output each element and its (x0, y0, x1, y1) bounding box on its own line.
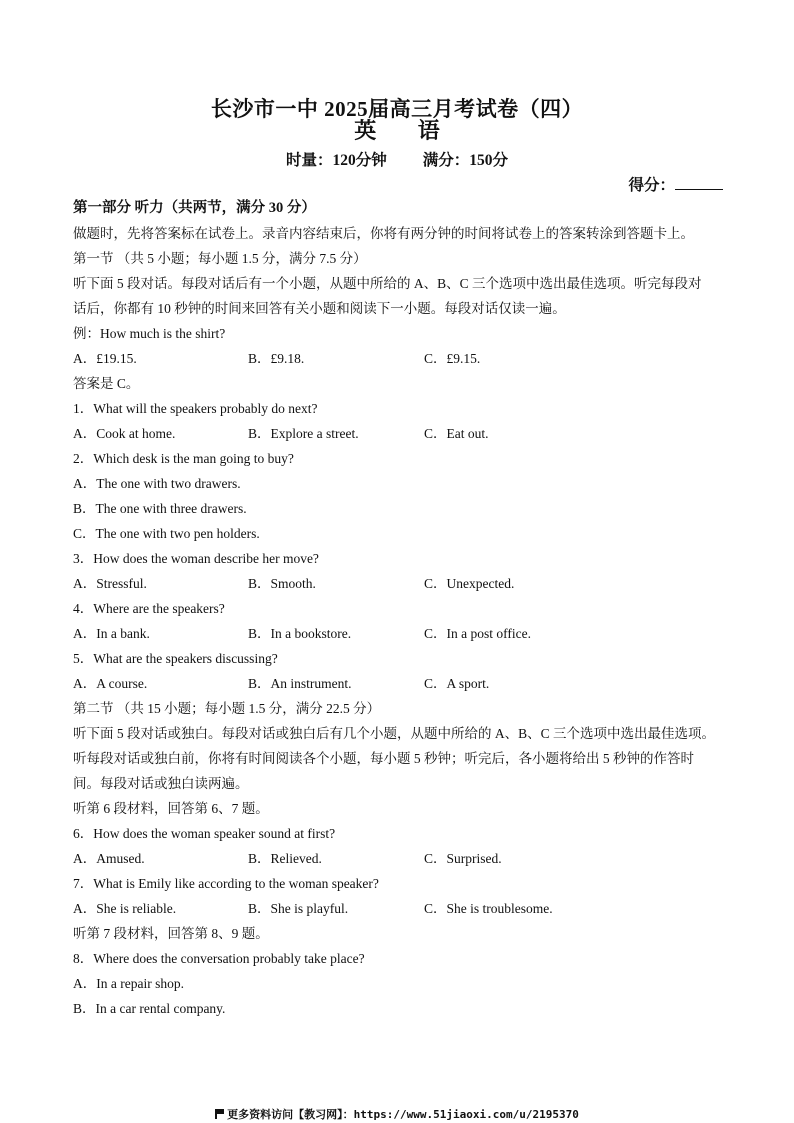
options-row (73, 571, 733, 596)
option-a: A．£19.15. (73, 351, 137, 366)
options-row (73, 346, 733, 371)
text-line: 听每段对话或独白前，你将有时间阅读各个小题，每小题 5 秒钟；听完后，各小题将给出 5 秒钟的作答时 (73, 751, 694, 766)
option-a: A．Stressful. (73, 576, 147, 591)
option-a: A．Cook at home. (73, 426, 176, 441)
text-line: 听第 7 段材料，回答第 8、9 题。 (73, 926, 269, 941)
subject-title: 英 语 (354, 118, 458, 143)
text-line: 答案是 C。 (73, 376, 140, 391)
option-b: B．She is playful. (248, 901, 349, 916)
text-line: 6．How does the woman speaker sound at first? (73, 826, 336, 841)
option-b: B．Smooth. (248, 576, 316, 591)
text-line: 第一节 （共 5 小题；每小题 1.5 分，满分 7.5 分） (73, 251, 367, 266)
option-b: B．An instrument. (248, 676, 352, 691)
text-line: 2．Which desk is the man going to buy? (73, 451, 294, 466)
option-c: C．In a post office. (424, 626, 531, 641)
option-a: A．A course. (73, 676, 148, 691)
score-blank[interactable] (675, 175, 723, 190)
options-row (73, 421, 733, 446)
flag-icon (215, 1109, 224, 1119)
time-limit: 时量：120分钟 (285, 152, 387, 169)
option-c: C．She is troublesome. (424, 901, 553, 916)
page-title: 长沙市一中 2025届高三月考试卷（四） (210, 97, 584, 121)
full-score: 满分：150分 (422, 152, 509, 169)
text-line: 第二节 （共 15 小题；每小题 1.5 分，满分 22.5 分） (73, 701, 381, 716)
option-b: B．In a bookstore. (248, 626, 352, 641)
text-line: 间。每段对话或独白读两遍。 (73, 776, 249, 791)
text-line: A．In a repair shop. (73, 976, 184, 991)
text-line: 听下面 5 段对话或独白。每段对话或独白后有几个小题，从题中所给的 A、B、C 三个选项中选出最佳选项。 (73, 726, 716, 741)
option-b: B．£9.18. (248, 351, 305, 366)
option-c: C．Unexpected. (424, 576, 515, 591)
option-a: A．Amused. (73, 851, 145, 866)
text-line: 话后，你都有 10 秒钟的时间来回答有关小题和阅读下一小题。每段对话仅读一遍。 (73, 301, 566, 316)
text-line: 5．What are the speakers discussing? (73, 651, 278, 666)
text-line: C．The one with two pen holders. (73, 526, 260, 541)
text-line: 4．Where are the speakers? (73, 601, 225, 616)
option-a: A．In a bank. (73, 626, 150, 641)
option-b: B．Explore a street. (248, 426, 359, 441)
exam-info (0, 148, 794, 170)
text-line: 听第 6 段材料，回答第 6、7 题。 (73, 801, 269, 816)
options-row (73, 846, 733, 871)
text-line: 3．How does the woman describe her move? (73, 551, 319, 566)
options-row (73, 671, 733, 696)
option-c: C．Surprised. (424, 851, 502, 866)
footer-link[interactable]: 更多资料访问【教习网】：https://www.51jiaoxi.com/u/2195370 (227, 1108, 579, 1121)
score-field (628, 173, 723, 195)
text-line: 做题时，先将答案标在试卷上。录音内容结束后，你将有两分钟的时间将试卷上的答案转涂到答题卡上。 (73, 226, 694, 241)
footer (0, 1106, 794, 1122)
text-line: 7．What is Emily like according to the woman speaker? (73, 876, 379, 891)
text-line: A．The one with two drawers. (73, 476, 241, 491)
text-line: B．The one with three drawers. (73, 501, 247, 516)
text-line: 例：How much is the shirt? (73, 326, 226, 341)
text-line: 1．What will the speakers probably do next? (73, 401, 318, 416)
option-c: C．A sport. (424, 676, 490, 691)
option-a: A．She is reliable. (73, 901, 177, 916)
text-line: 听下面 5 段对话。每段对话后有一个小题，从题中所给的 A、B、C 三个选项中选出最佳选项。听完每段对 (73, 276, 702, 291)
exam-content (73, 196, 733, 1021)
text-line: B．In a car rental company. (73, 1001, 226, 1016)
section-heading: 第一部分 听力（共两节，满分 30 分） (73, 200, 316, 216)
option-c: C．Eat out. (424, 426, 489, 441)
option-b: B．Relieved. (248, 851, 322, 866)
score-label: 得分： (628, 177, 675, 194)
text-line: 8．Where does the conversation probably take place? (73, 951, 365, 966)
option-c: C．£9.15. (424, 351, 481, 366)
options-row (73, 621, 733, 646)
options-row (73, 896, 733, 921)
